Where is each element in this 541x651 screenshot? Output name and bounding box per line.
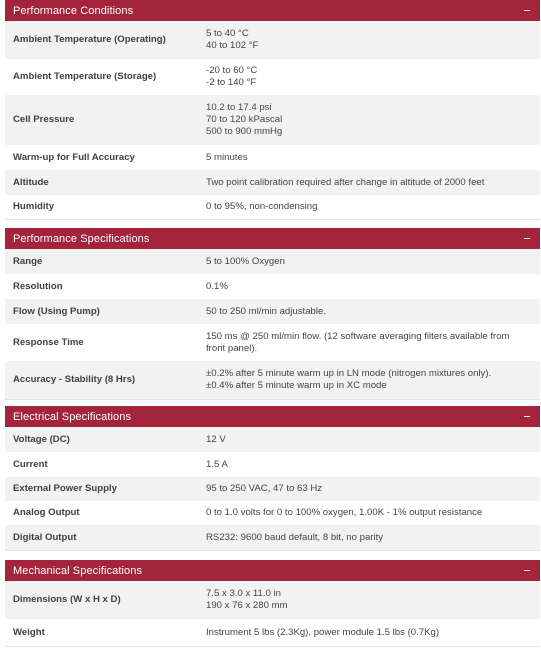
row-label: Ambient Temperature (Operating) xyxy=(13,34,166,45)
spec-table xyxy=(5,249,540,399)
section-header[interactable] xyxy=(5,560,540,581)
row-label: Accuracy - Stability (8 Hrs) xyxy=(13,374,136,385)
row-value: ±0.2% after 5 minute warm up in LN mode (nitrogen mixtures only). ±0.4% after 5 minute warm up in XC mode xyxy=(206,368,492,391)
table-row xyxy=(5,427,540,452)
row-label: External Power Supply xyxy=(13,483,117,494)
row-label: Ambient Temperature (Storage) xyxy=(13,71,157,82)
row-value: 1.5 A xyxy=(206,458,228,470)
row-label: Analog Output xyxy=(13,507,80,518)
section-title: Electrical Specifications xyxy=(13,410,132,423)
table-row xyxy=(5,299,540,324)
table-row xyxy=(5,619,540,646)
spec-table xyxy=(5,21,540,219)
row-value: 150 ms @ 250 ml/min flow. (12 software averaging filters available from front panel). xyxy=(206,330,510,354)
table-row xyxy=(5,324,540,361)
row-value: 0 to 1.0 volts for 0 to 100% oxygen, 1.00K - 1% output resistance xyxy=(206,507,483,518)
row-value: 5 to 40 °C 40 to 102 °F xyxy=(206,28,259,51)
table-row xyxy=(5,249,540,274)
section-header[interactable] xyxy=(5,228,540,249)
row-value: 95 to 250 VAC, 47 to 63 Hz xyxy=(206,483,323,494)
table-row xyxy=(5,95,540,145)
row-value: Two point calibration required after change in altitude of 2000 feet xyxy=(206,176,485,188)
table-row xyxy=(5,170,540,195)
section-performance-specifications xyxy=(5,228,540,400)
table-row xyxy=(5,145,540,170)
table-row xyxy=(5,581,540,619)
section-header[interactable] xyxy=(5,406,540,427)
spec-table xyxy=(5,427,540,550)
row-value: Instrument 5 lbs (2.3Kg), power module 1.5 lbs (0.7Kg) xyxy=(206,626,440,638)
row-label: Weight xyxy=(13,626,45,638)
spec-table xyxy=(5,581,540,646)
row-value: 5 minutes xyxy=(206,151,248,163)
row-label: Resolution xyxy=(13,280,63,292)
minus-icon[interactable] xyxy=(522,566,532,576)
row-label: Flow (Using Pump) xyxy=(13,305,100,317)
row-label: Current xyxy=(13,458,48,470)
table-row xyxy=(5,361,540,399)
row-value: 7.5 x 3.0 x 11.0 in 190 x 76 x 280 mm xyxy=(206,588,288,611)
table-row xyxy=(5,452,540,477)
minus-icon[interactable] xyxy=(522,6,532,16)
minus-icon[interactable] xyxy=(522,234,532,244)
section-electrical-specifications xyxy=(5,406,540,551)
row-value: -20 to 60 °C -2 to 140 °F xyxy=(206,65,258,88)
row-label: Dimensions (W x H x D) xyxy=(13,594,121,605)
section-title: Performance Specifications xyxy=(13,232,150,245)
row-label: Humidity xyxy=(13,201,55,212)
section-title: Mechanical Specifications xyxy=(13,564,143,577)
table-row xyxy=(5,21,540,59)
minus-icon[interactable] xyxy=(522,412,532,422)
row-label: Response Time xyxy=(13,336,84,348)
row-label: Altitude xyxy=(13,176,49,188)
row-value: 0.1% xyxy=(206,280,228,292)
table-row xyxy=(5,274,540,299)
row-label: Cell Pressure xyxy=(13,114,75,125)
table-row xyxy=(5,195,540,219)
row-label: Range xyxy=(13,255,43,267)
section-mechanical-specifications xyxy=(5,560,540,647)
section-header[interactable] xyxy=(5,0,540,21)
row-value: RS232: 9600 baud default, 8 bit, no parity xyxy=(206,531,384,543)
row-label: Voltage (DC) xyxy=(13,433,70,445)
table-row xyxy=(5,501,540,525)
row-value: 50 to 250 ml/min adjustable. xyxy=(206,305,326,317)
section-performance-conditions xyxy=(5,0,540,220)
table-row xyxy=(5,477,540,501)
section-title: Performance Conditions xyxy=(13,4,134,17)
row-value: 10.2 to 17.4 psi 70 to 120 kPascal 500 to 900 mmHg xyxy=(206,102,283,137)
row-value: 5 to 100% Oxygen xyxy=(206,255,285,267)
row-value: 0 to 95%, non-condensing xyxy=(206,201,318,212)
row-value: 12 V xyxy=(206,433,226,445)
table-row xyxy=(5,59,540,95)
row-label: Warm-up for Full Accuracy xyxy=(13,151,135,163)
table-row xyxy=(5,525,540,550)
row-label: Digital Output xyxy=(13,531,77,543)
